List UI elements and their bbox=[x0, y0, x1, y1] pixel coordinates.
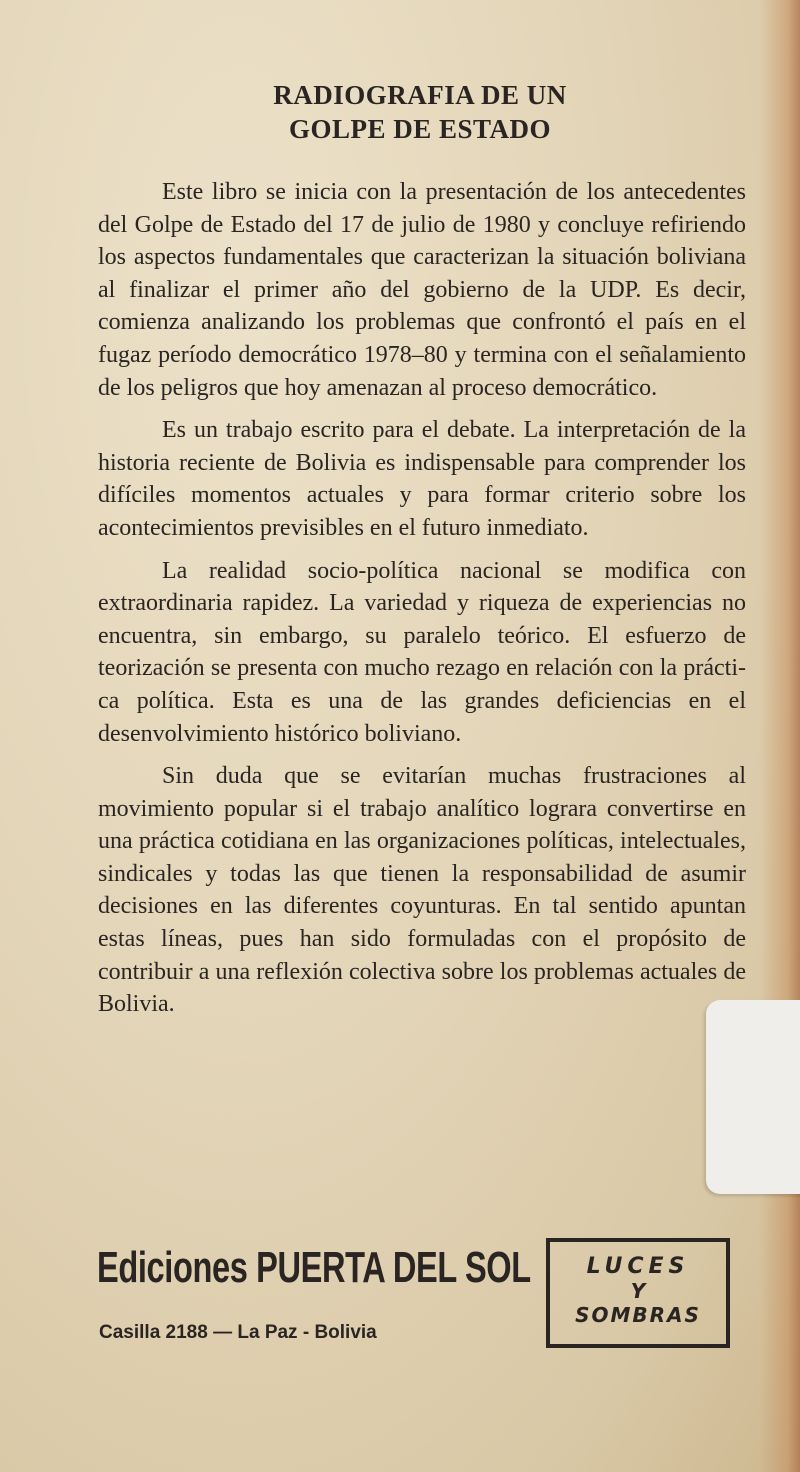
page-edge bbox=[760, 0, 800, 1472]
publisher-name: Ediciones PUERTA DEL SOL bbox=[97, 1243, 531, 1292]
paragraph-2: Es un trabajo escrito para el debate. La interpretación de la historia reciente de Bolivia es indispensable para comprender los difíciles momentos actuales y para formar criterio sobre los acontecimientos previsibles en el futuro inmediato. bbox=[98, 417, 746, 541]
series-line-3: SOMBRAS bbox=[575, 1303, 701, 1327]
book-title bbox=[160, 78, 680, 146]
back-cover-text bbox=[98, 176, 746, 1031]
paragraph-4: Sin duda que se evitarían muchas frustraciones al movimiento popular si el trabajo analítico lograra convertirse en una práctica cotidiana en las organizaciones políticas, intelectuales, sindicales y todas las que tienen la responsabilidad de asumir decisiones en las diferentes coyunturas. En tal sentido apuntan estas líneas, pues han sido formuladas con el propósito de contribuir a una reflexión colectiva sobre los problemas actuales de Bolivia. bbox=[98, 763, 746, 1018]
series-line-1: LUCES bbox=[586, 1254, 690, 1279]
publisher-address: Casilla 2188 — La Paz - Bolivia bbox=[99, 1322, 377, 1343]
paragraph-3: La realidad socio-política nacional se modifica con extraordinaria rapidez. La variedad y riqueza de experiencias no encuentra, sin embargo, su paralelo teórico. El esfuerzo de teorización se presenta con mucho rezago en relación con la práctica política. Esta es una de las grandes deficiencias en el desenvolvimiento histórico boliviano. bbox=[98, 557, 746, 747]
series-line-2: Y bbox=[630, 1279, 646, 1303]
title-line-1: RADIOGRAFIA DE UN bbox=[273, 80, 567, 110]
paragraph-1: Este libro se inicia con la presentación de los antecedentes del Golpe de Estado del 17 de julio de 1980 y concluye refiriendo los aspectos fundamentales que caracterizan la situación boliviana al finalizar el primer año del gobierno de la UDP. Es decir, comienza analizando los problemas que confrontó el país en el fugaz período democrático 1978–80 y termina con el señalamiento de los peligros que hoy amenazan al proceso democrático. bbox=[98, 179, 746, 401]
series-logo bbox=[546, 1238, 730, 1348]
library-sticker bbox=[706, 1000, 800, 1194]
title-line-2: GOLPE DE ESTADO bbox=[288, 114, 552, 144]
